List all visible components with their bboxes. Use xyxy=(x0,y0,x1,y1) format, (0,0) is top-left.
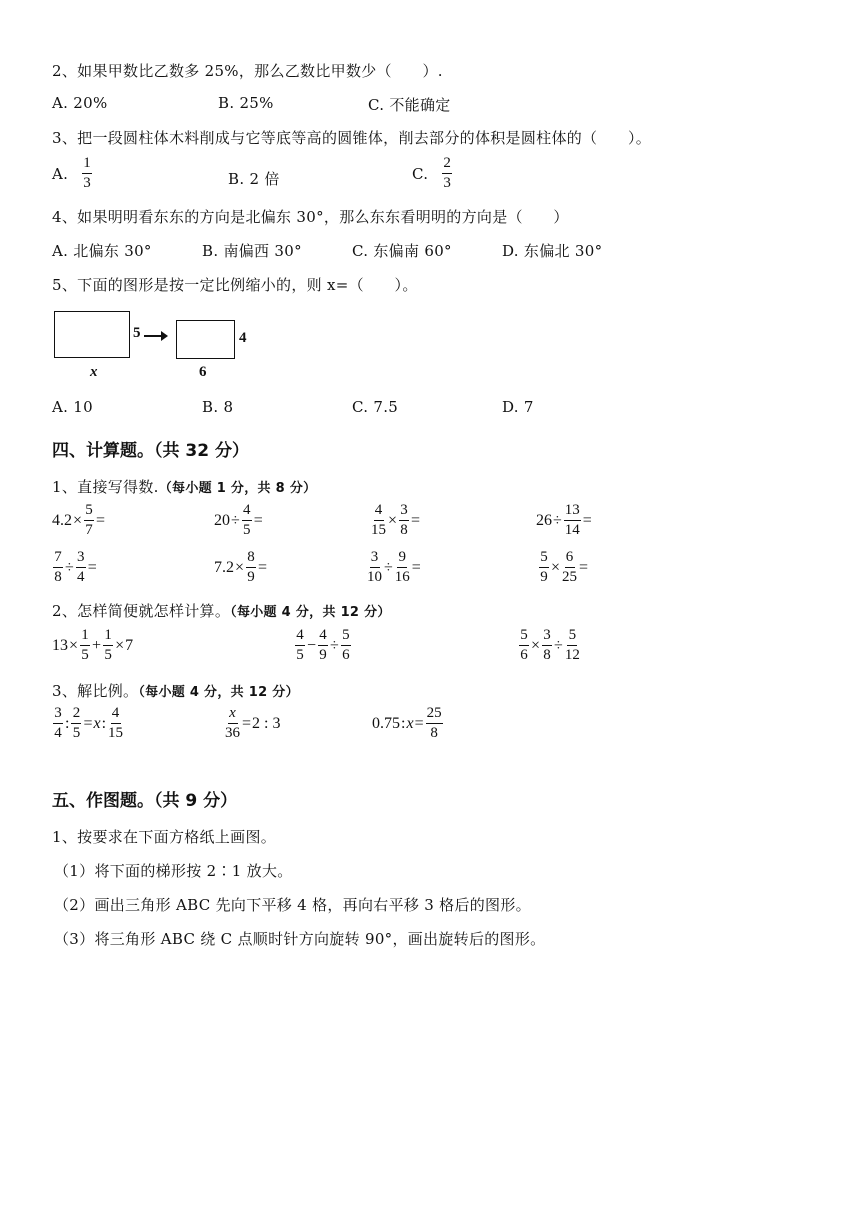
denominator: 6 xyxy=(520,647,528,663)
section-4-title: 四、计算题。（共 32 分） xyxy=(52,441,249,461)
question-2-option-c: C. 不能确定 xyxy=(368,96,451,114)
proportion-d1: $\frac{3}{4}$ : $\frac{2}{5}$ = x : $\frac{4}{15}$ xyxy=(54,705,124,741)
fraction xyxy=(82,156,92,191)
section-5-title: 五、作图题。（共 9 分） xyxy=(52,791,238,811)
question-5-option-c: C. 7.5 xyxy=(352,398,399,416)
question-5-stem: 5、下面的图形是按一定比例缩小的，则 x=（ ）。 xyxy=(52,276,418,294)
denominator: 5 xyxy=(104,647,112,663)
question-3-option-b: B. 2 倍 xyxy=(228,170,280,188)
numerator: 5 xyxy=(84,503,94,521)
numerator: 3 xyxy=(53,706,63,724)
numerator: 5 xyxy=(519,628,529,646)
section-5-step-2: （2）画出三角形 ABC 先向下平移 4 格，再向右平移 3 格后的图形。 xyxy=(54,896,531,914)
denominator: 4 xyxy=(77,569,85,585)
denominator: 5 xyxy=(72,725,81,741)
denominator: 9 xyxy=(247,569,255,585)
numerator: 25 xyxy=(426,706,443,724)
denominator: 5 xyxy=(243,522,251,538)
section-4-part-1-title xyxy=(52,476,316,497)
expression-c1: 13 × $\frac{1}{5}$ + $\frac{1}{5}$ × 7 xyxy=(52,627,134,663)
question-5-option-a: A. 10 xyxy=(52,398,93,416)
question-4-option-d: D. 东偏北 30° xyxy=(502,242,603,260)
expression-a3: $\frac{4}{15}$ × $\frac{3}{8}$ = xyxy=(371,502,421,538)
part-title: 1、直接写得数. xyxy=(52,478,159,496)
number: 26 xyxy=(536,511,552,529)
number: 7 xyxy=(125,636,134,654)
number: 4.2 xyxy=(52,511,72,529)
numerator: x xyxy=(228,706,238,724)
numerator: 4 xyxy=(242,503,252,521)
variable: x xyxy=(93,714,101,732)
numerator: 4 xyxy=(111,706,121,724)
number: 0.75 xyxy=(372,714,400,732)
number: 13 xyxy=(52,636,68,654)
denominator: 5 xyxy=(81,647,89,663)
numerator: 5 xyxy=(341,628,351,646)
denominator: 25 xyxy=(562,569,578,585)
part-note: （每小题 4 分，共 12 分） xyxy=(138,685,299,700)
numerator: 2 xyxy=(442,156,452,174)
question-5-option-b: B. 8 xyxy=(202,398,234,416)
proportion-d2: $\frac{x}{36}$ = 2 : 3 xyxy=(225,705,281,741)
numerator: 1 xyxy=(80,628,90,646)
ratio: 2 : 3 xyxy=(252,714,281,732)
expression-c2: $\frac{4}{5}$ − $\frac{4}{9}$ ÷ $\frac{5}{6}$ xyxy=(296,627,350,663)
small-rectangle xyxy=(176,320,235,359)
section-4-part-2-title xyxy=(52,600,391,621)
part-title: 3、解比例。 xyxy=(52,682,139,700)
numerator: 3 xyxy=(76,550,86,568)
denominator: 16 xyxy=(394,569,410,585)
proportion-d3: 0.75 : x = $\frac{25}{8}$ xyxy=(372,705,442,741)
denominator: 36 xyxy=(225,725,240,741)
denominator: 8 xyxy=(430,725,438,741)
numerator: 4 xyxy=(295,628,305,646)
arrow-shaft xyxy=(144,335,162,337)
numerator: 1 xyxy=(82,156,92,174)
numerator: 4 xyxy=(318,628,328,646)
number: 7.2 xyxy=(214,558,234,576)
numerator: 6 xyxy=(565,550,575,568)
number: 20 xyxy=(214,511,230,529)
option-label: C. xyxy=(412,164,429,183)
expression-b2: 7.2 × $\frac{8}{9}$ = xyxy=(214,549,268,585)
denominator: 12 xyxy=(564,647,580,663)
variable: x xyxy=(406,714,414,732)
denominator: 9 xyxy=(540,569,548,585)
expression-b1: $\frac{7}{8}$ ÷ $\frac{3}{4}$ = xyxy=(54,549,97,585)
numerator: 3 xyxy=(370,550,380,568)
expression-b4: $\frac{5}{9}$ × $\frac{6}{25}$ = xyxy=(540,549,589,585)
numerator: 9 xyxy=(397,550,407,568)
expression-a1: 4.2 × $\frac{5}{7}$ = xyxy=(52,502,106,538)
question-3-option-a xyxy=(52,156,93,191)
expression-a2: 20 ÷ $\frac{4}{5}$ = xyxy=(214,502,263,538)
numerator: 8 xyxy=(246,550,256,568)
question-2-option-b: B. 25% xyxy=(218,94,274,112)
question-2-stem: 2、如果甲数比乙数多 25%，那么乙数比甲数少（ ）. xyxy=(52,62,443,80)
question-4-option-b: B. 南偏西 30° xyxy=(202,242,302,260)
numerator: 5 xyxy=(567,628,577,646)
section-5-step-1: （1）将下面的梯形按 2∶1 放大。 xyxy=(54,862,293,880)
part-note: （每小题 4 分，共 12 分） xyxy=(230,605,391,620)
numerator: 2 xyxy=(71,706,81,724)
numerator: 4 xyxy=(374,503,384,521)
large-rectangle xyxy=(54,311,130,358)
question-4-option-c: C. 东偏南 60° xyxy=(352,242,452,260)
small-rect-bottom-label: 6 xyxy=(199,364,207,380)
expression-b3: $\frac{3}{10}$ ÷ $\frac{9}{16}$ = xyxy=(367,549,421,585)
large-rect-bottom-label: x xyxy=(90,364,98,380)
denominator: 5 xyxy=(296,647,304,663)
denominator: 14 xyxy=(564,522,580,538)
numerator: 3 xyxy=(399,503,409,521)
denominator: 8 xyxy=(54,569,62,585)
denominator: 4 xyxy=(54,725,62,741)
numerator: 7 xyxy=(53,550,63,568)
part-title: 2、怎样简便就怎样计算。 xyxy=(52,602,231,620)
section-5-question-1: 1、按要求在下面方格纸上画图。 xyxy=(52,828,277,846)
numerator: 3 xyxy=(542,628,552,646)
denominator: 15 xyxy=(108,725,124,741)
denominator: 10 xyxy=(367,569,382,585)
question-3-stem: 3、把一段圆柱体木料削成与它等底等高的圆锥体，削去部分的体积是圆柱体的（ ）。 xyxy=(52,129,652,147)
option-label: A. xyxy=(52,164,69,183)
expression-a4: 26 ÷ $\frac{13}{14}$ = xyxy=(536,502,592,538)
denominator: 8 xyxy=(543,647,551,663)
numerator: 13 xyxy=(564,503,581,521)
question-4-option-a: A. 北偏东 30° xyxy=(52,242,152,260)
denominator: 9 xyxy=(319,647,327,663)
section-4-part-3-title xyxy=(52,680,299,701)
small-rect-side-label: 4 xyxy=(239,330,247,346)
expression-c3: $\frac{5}{6}$ × $\frac{3}{8}$ ÷ $\frac{5}{12}$ xyxy=(520,627,580,663)
fraction xyxy=(442,156,452,191)
denominator: 6 xyxy=(342,647,350,663)
part-note: （每小题 1 分，共 8 分） xyxy=(158,481,317,496)
denominator: 8 xyxy=(400,522,408,538)
denominator: 3 xyxy=(83,175,92,191)
numerator: 1 xyxy=(103,628,113,646)
question-4-stem: 4、如果明明看东东的方向是北偏东 30°，那么东东看明明的方向是（ ） xyxy=(52,208,569,226)
arrow-head-icon xyxy=(161,331,168,341)
denominator: 3 xyxy=(443,175,452,191)
section-5-step-3: （3）将三角形 ABC 绕 C 点顺时针方向旋转 90°，画出旋转后的图形。 xyxy=(54,930,546,948)
numerator: 5 xyxy=(539,550,549,568)
denominator: 7 xyxy=(85,522,93,538)
large-rect-side-label: 5 xyxy=(133,325,141,341)
question-5-option-d: D. 7 xyxy=(502,398,534,416)
question-3-option-c xyxy=(412,156,453,191)
question-2-option-a: A. 20% xyxy=(52,94,108,112)
denominator: 15 xyxy=(371,522,386,538)
